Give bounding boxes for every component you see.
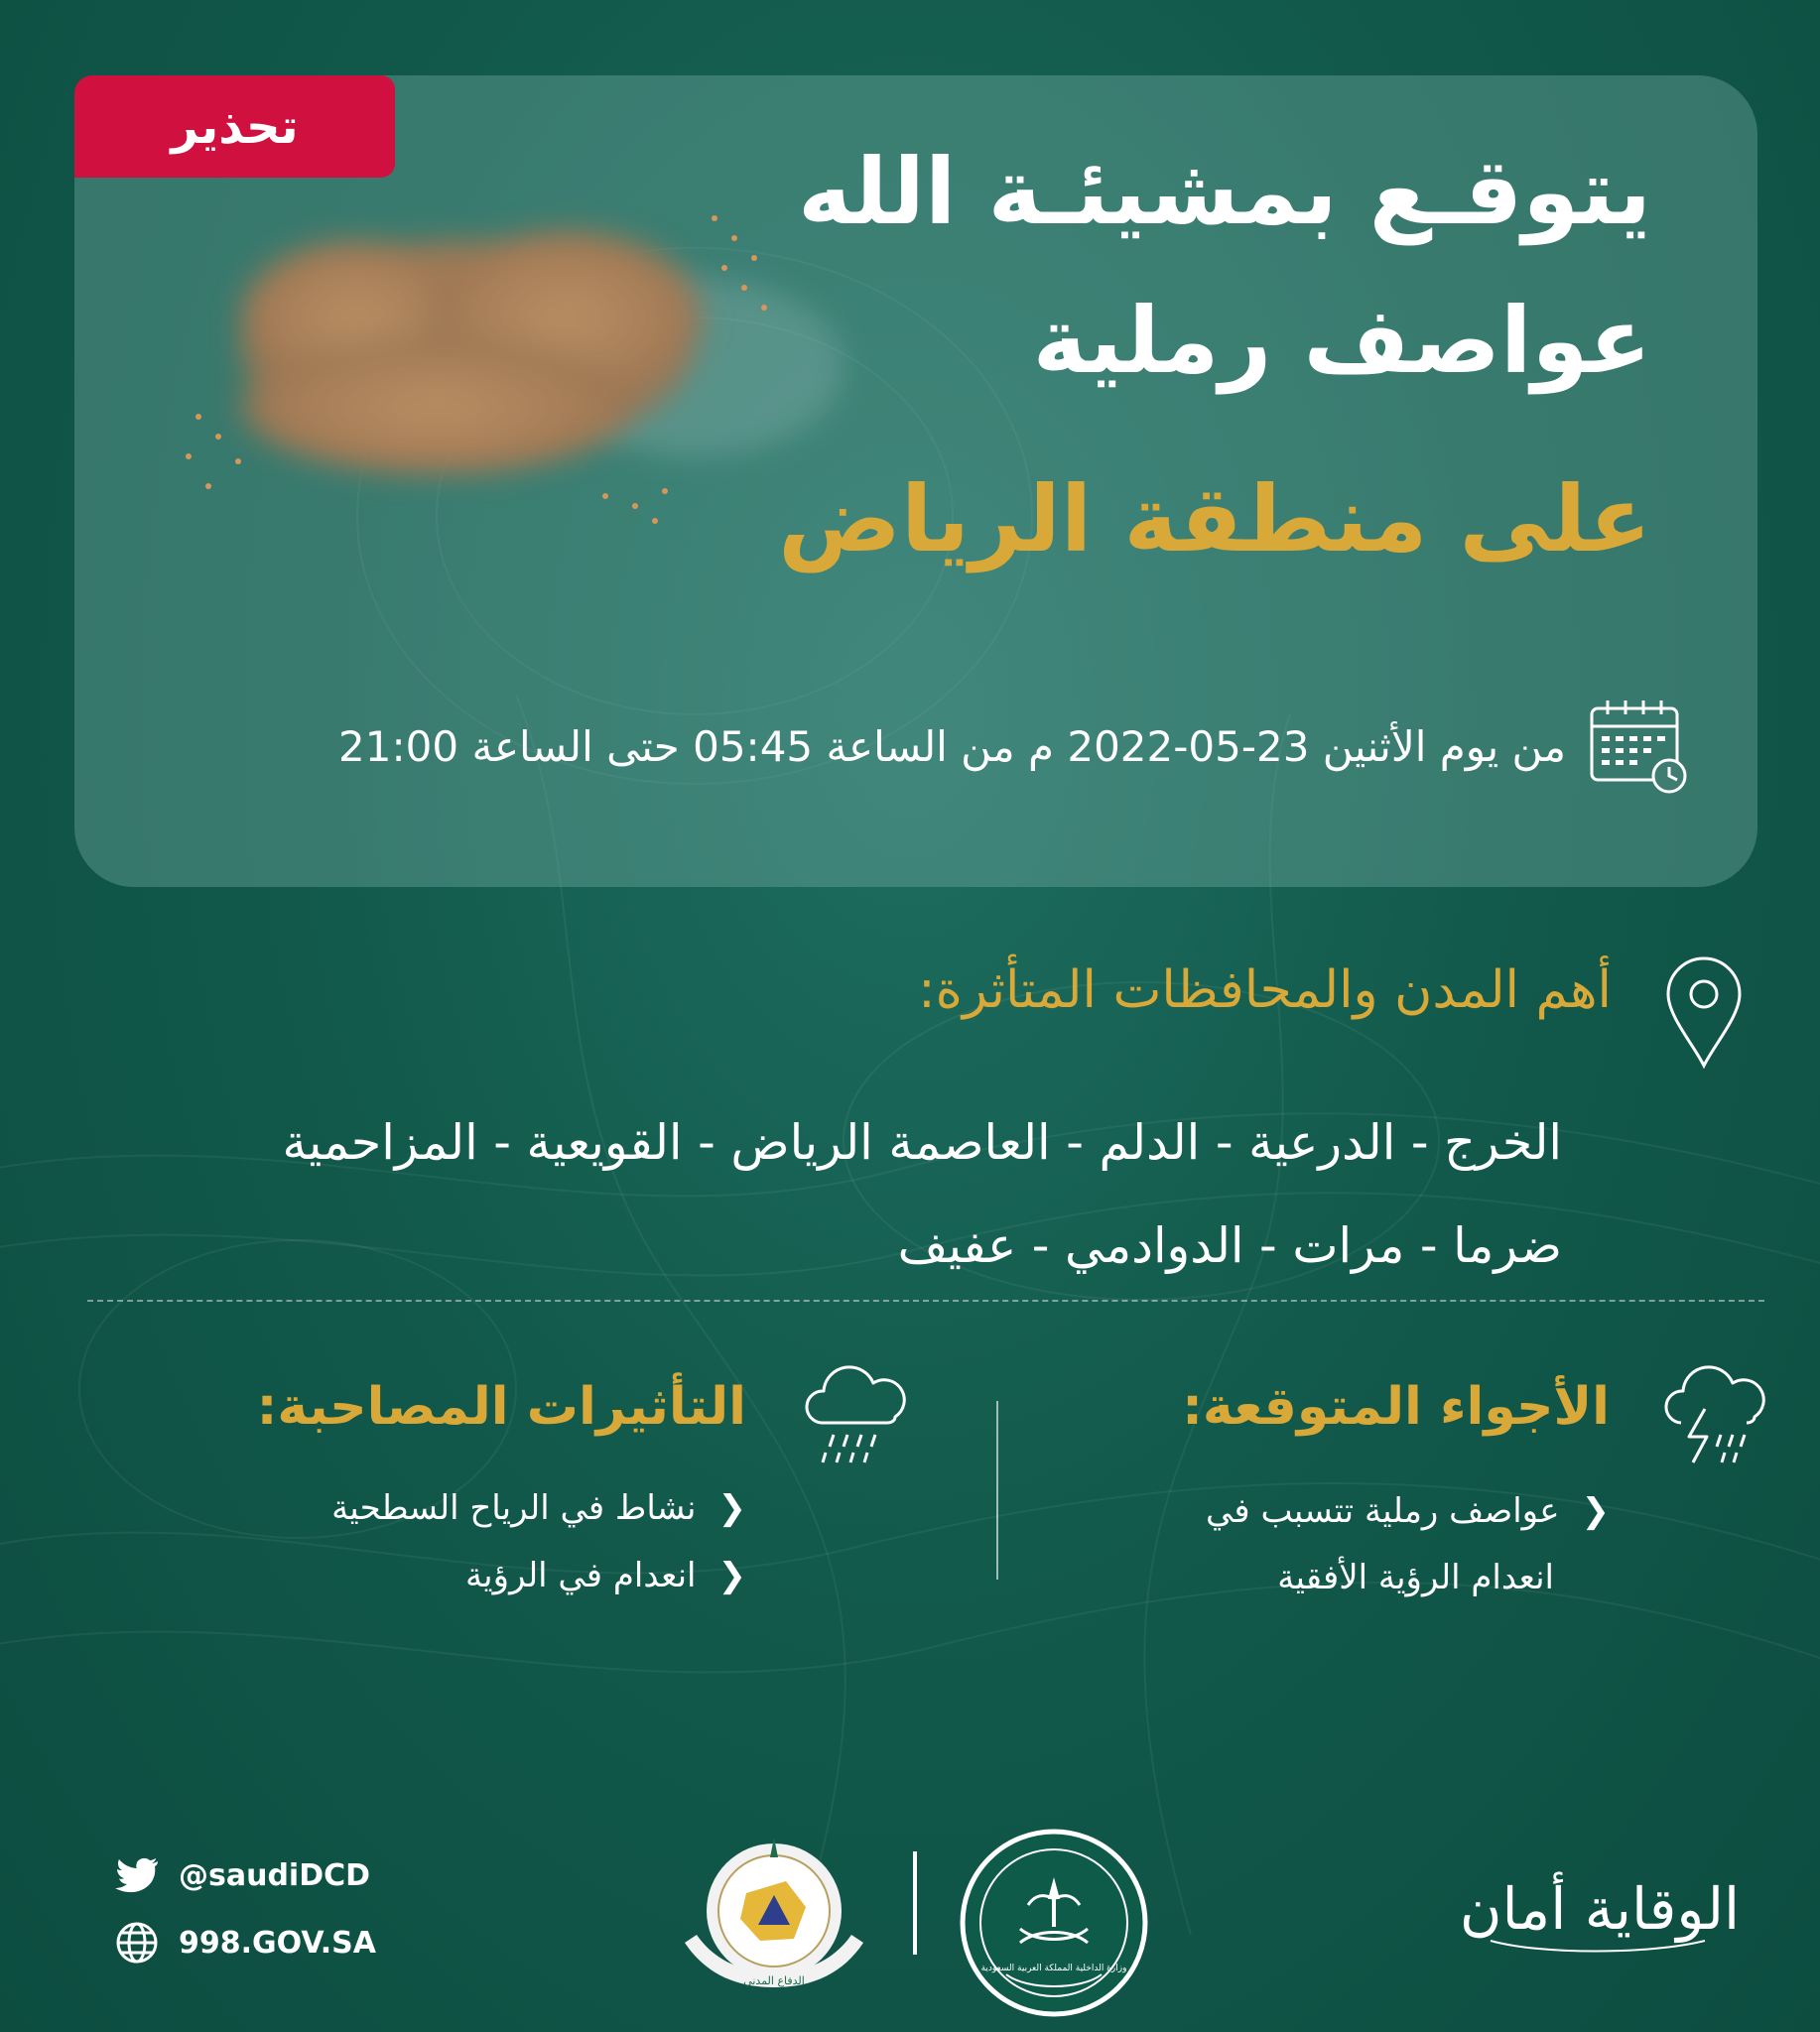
expected-weather-heading: الأجواء المتوقعة: bbox=[1182, 1377, 1610, 1437]
slogan-text: الوقاية أمان bbox=[1459, 1875, 1741, 1943]
cities-heading: أهم المدن والمحافظات المتأثرة: bbox=[918, 960, 1612, 1020]
footer-divider bbox=[913, 1851, 917, 1955]
cities-line-2: ضرما - مرات - الدوادمي - عفيف bbox=[897, 1217, 1562, 1274]
location-pin-icon bbox=[1663, 954, 1745, 1070]
schedule-row bbox=[338, 697, 1691, 796]
expected-item-1 bbox=[1206, 1491, 1610, 1531]
section-divider bbox=[87, 1300, 1764, 1302]
cities-list bbox=[173, 1091, 1562, 1298]
expected-item-text-1: عواصف رملية تتسبب في bbox=[1206, 1491, 1560, 1531]
expected-item-2 bbox=[1277, 1558, 1554, 1597]
column-divider bbox=[996, 1401, 998, 1580]
title-line-2: عواصف رملية bbox=[1032, 288, 1651, 394]
slogan-logo bbox=[1459, 1845, 1741, 1965]
chevron-icon: ❮ bbox=[717, 1488, 746, 1528]
chevron-icon: ❮ bbox=[717, 1556, 746, 1595]
ministry-logo-text: وزارة الداخلية المملكة العربية السعودية bbox=[980, 1964, 1127, 1973]
civil-defense-logo-text: الدفاع المدني bbox=[743, 1974, 805, 1987]
twitter-handle[interactable]: @saudiDCD bbox=[179, 1857, 371, 1893]
calendar-clock-icon bbox=[1588, 697, 1691, 796]
ministry-of-interior-logo bbox=[957, 1826, 1151, 2020]
civil-defense-logo bbox=[675, 1824, 873, 1992]
twitter-icon bbox=[115, 1857, 159, 1893]
website-link[interactable] bbox=[115, 1921, 376, 1965]
globe-icon bbox=[115, 1921, 159, 1965]
effects-item-text-1: نشاط في الرياح السطحية bbox=[331, 1488, 697, 1528]
schedule-text: من يوم الأثنين 23-05-2022 م من الساعة 05:45 حتى الساعة 21:00 bbox=[338, 721, 1566, 771]
chevron-icon: ❮ bbox=[1581, 1491, 1610, 1531]
title-region: على منطقة الرياض bbox=[778, 466, 1651, 572]
expected-item-text-2: انعدام الرؤية الأفقية bbox=[1277, 1558, 1554, 1597]
effects-heading: التأثيرات المصاحبة: bbox=[256, 1377, 746, 1437]
website-url[interactable]: 998.GOV.SA bbox=[179, 1925, 376, 1961]
storm-cloud-icon bbox=[1659, 1359, 1770, 1468]
effects-item-1 bbox=[331, 1488, 746, 1528]
rain-cloud-icon bbox=[800, 1359, 911, 1468]
twitter-link[interactable] bbox=[115, 1857, 370, 1893]
title-line-1: يتوقـع بمشيئـة الله bbox=[798, 139, 1651, 245]
effects-item-2 bbox=[465, 1556, 746, 1595]
effects-item-text-2: انعدام في الرؤية bbox=[464, 1556, 697, 1595]
cities-line-1: الخرج - الدرعية - الدلم - العاصمة الرياض - القويعية - المزاحمية bbox=[282, 1114, 1562, 1171]
warning-badge: تحذير bbox=[74, 75, 395, 178]
